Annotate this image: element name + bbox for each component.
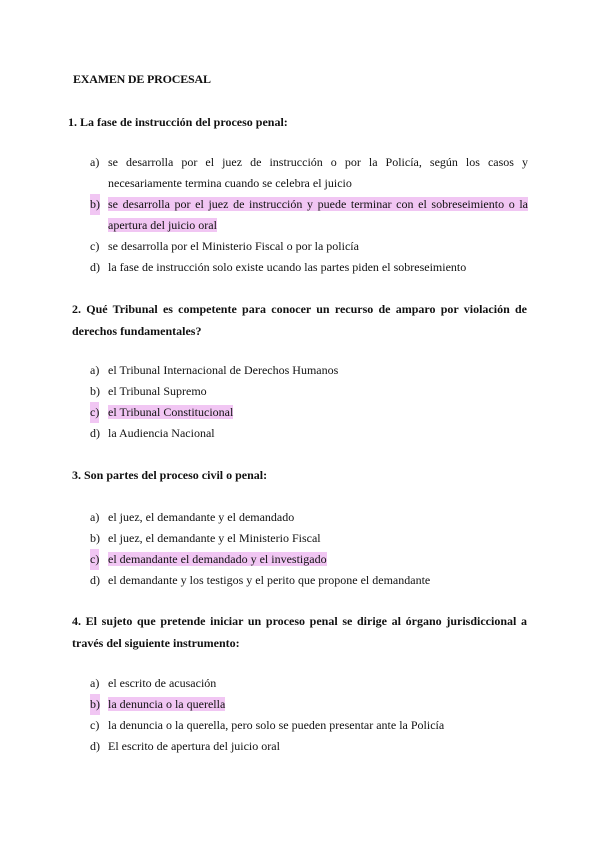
option-letter: d) (90, 260, 100, 274)
option-text: el juez, el demandante y el Ministerio Fiscal (108, 531, 321, 545)
question-4: 4. El sujeto que pretende iniciar un proceso penal se dirige al órgano jurisdiccional a través del siguiente instrumento: (72, 614, 527, 650)
option-text: el juez, el demandante y el demandado (108, 510, 295, 524)
option-text: se desarrolla por el Ministerio Fiscal o por la policía (108, 239, 359, 253)
option-letter: a) (90, 676, 100, 690)
option-text: el Tribunal Internacional de Derechos Humanos (108, 363, 339, 377)
option-letter: d) (90, 739, 100, 753)
option-3b (90, 528, 528, 549)
option-letter: d) (90, 573, 100, 587)
option-letter: d) (90, 426, 100, 440)
question-2: 2. Qué Tribunal es competente para conocer un recurso de amparo por violación de derechos fundamentales? (72, 302, 527, 338)
option-letter: b) (90, 194, 100, 215)
option-text: la denuncia o la querella (108, 697, 226, 711)
question-3: 3. Son partes del proceso civil o penal: (72, 468, 268, 482)
option-text: la Audiencia Nacional (108, 426, 215, 440)
page-title: EXAMEN DE PROCESAL (73, 72, 211, 86)
option-letter: c) (90, 239, 100, 253)
option-3a (90, 507, 528, 528)
option-3d (90, 570, 528, 591)
option-3c (90, 549, 528, 570)
question-3-options (90, 507, 528, 591)
option-text: El escrito de apertura del juicio oral (108, 739, 280, 753)
option-text: el Tribunal Constitucional (108, 405, 234, 419)
option-letter: b) (90, 384, 100, 398)
option-2a (90, 360, 528, 381)
option-4d (90, 736, 528, 757)
option-letter: c) (90, 402, 99, 423)
option-2b (90, 381, 528, 402)
option-text: el escrito de acusación (108, 676, 217, 690)
option-text: la denuncia o la querella, pero solo se pueden presentar ante la Policía (108, 718, 445, 732)
option-1b (90, 194, 528, 236)
option-letter: c) (90, 718, 100, 732)
question-1-options (90, 152, 528, 278)
option-letter: b) (90, 694, 100, 715)
question-1: 1. La fase de instrucción del proceso penal: (68, 115, 288, 129)
option-2d (90, 423, 528, 444)
option-text: se desarrolla por el juez de instrucción y puede terminar con el sobreseimiento o la apertura del juicio oral (108, 197, 528, 232)
option-letter: a) (90, 155, 100, 169)
option-letter: c) (90, 549, 99, 570)
option-1c (90, 236, 528, 257)
option-4c (90, 715, 528, 736)
option-2c (90, 402, 528, 423)
option-text: la fase de instrucción solo existe ucando las partes piden el sobreseimiento (108, 260, 467, 274)
option-4b (90, 694, 528, 715)
option-1a (90, 152, 528, 194)
option-text: se desarrolla por el juez de instrucción o por la Policía, según los casos y necesariamente termina cuando se celebra el juicio (108, 155, 528, 190)
option-text: el demandante y los testigos y el perito que propone el demandante (108, 573, 431, 587)
option-1d (90, 257, 528, 278)
option-letter: a) (90, 363, 100, 377)
option-text: el demandante el demandado y el investigado (108, 552, 327, 566)
question-4-options (90, 673, 528, 757)
option-4a (90, 673, 528, 694)
option-letter: a) (90, 510, 100, 524)
question-2-options (90, 360, 528, 444)
option-text: el Tribunal Supremo (108, 384, 207, 398)
option-letter: b) (90, 531, 100, 545)
